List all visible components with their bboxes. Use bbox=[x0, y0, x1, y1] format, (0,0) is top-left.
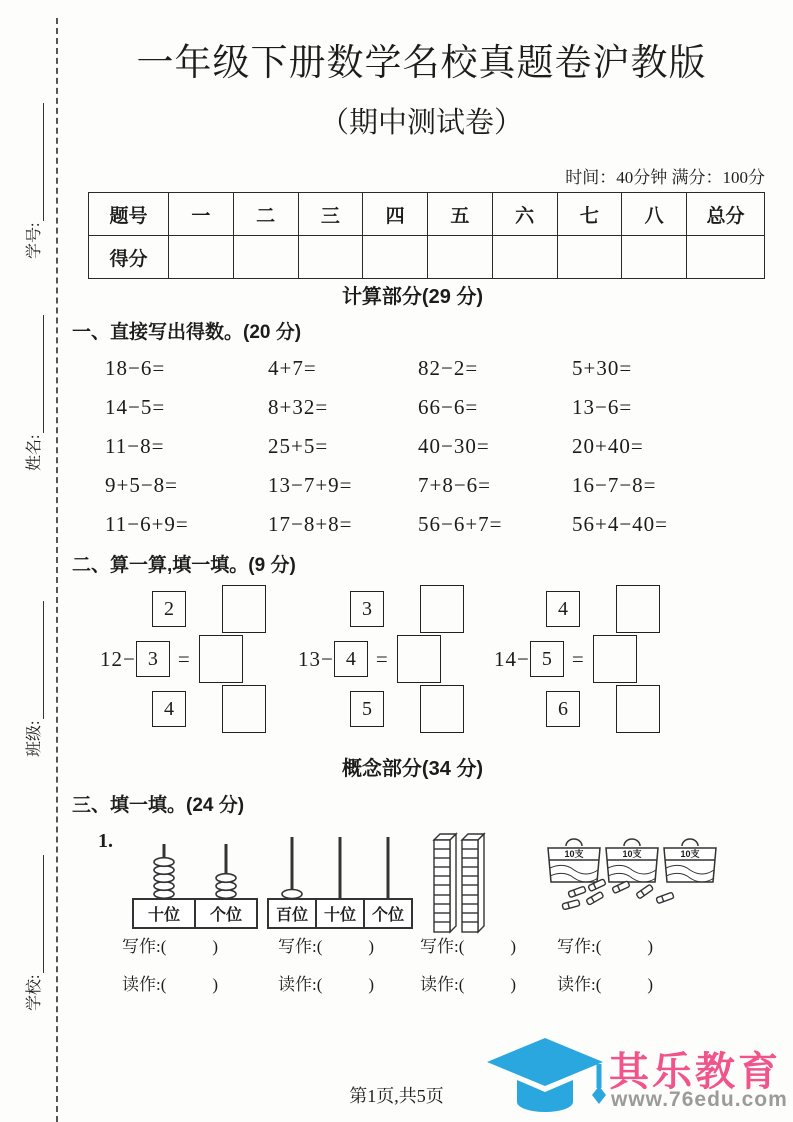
read-as-line bbox=[278, 970, 374, 995]
close-paren: ) bbox=[510, 975, 517, 994]
q2-minuend: 13− bbox=[298, 646, 334, 671]
q2-answer-box bbox=[222, 685, 266, 733]
q2-subtrahend-box: 6 bbox=[546, 691, 580, 727]
close-paren: ) bbox=[647, 937, 654, 956]
write-as-line bbox=[122, 932, 218, 957]
q2-answer-box bbox=[222, 585, 266, 633]
q2-equals: = bbox=[375, 646, 389, 671]
pencil-bags-figure bbox=[540, 838, 720, 925]
school-label: 学校: bbox=[26, 974, 43, 1011]
base-ten-rods-figure bbox=[428, 832, 488, 939]
score-cell-empty bbox=[492, 236, 557, 279]
question2-title: 二、算一算,填一填。(9 分) bbox=[72, 555, 296, 576]
q1-problem: 13−7+9= bbox=[268, 473, 353, 497]
student-name-label: 姓名: bbox=[26, 434, 43, 471]
close-paren: ) bbox=[212, 937, 219, 956]
score-cell-empty bbox=[363, 236, 428, 279]
q1-row bbox=[0, 434, 793, 464]
write-as-label: 写作:( bbox=[122, 937, 167, 956]
q2-answer-box bbox=[616, 585, 660, 633]
q2-equals: = bbox=[571, 646, 585, 671]
q2-group-12 bbox=[95, 584, 295, 740]
q1-problem: 56+4−40= bbox=[572, 512, 669, 536]
q2-subtrahend-box: 4 bbox=[546, 591, 580, 627]
close-paren: ) bbox=[368, 975, 375, 994]
q1-problem: 4+7= bbox=[268, 356, 317, 380]
q1-problem: 66−6= bbox=[418, 395, 479, 419]
abacus-tens-ones-figure bbox=[125, 838, 265, 937]
read-as-label: 读作:( bbox=[420, 975, 465, 994]
score-table bbox=[88, 192, 765, 279]
read-as-line bbox=[420, 970, 516, 995]
score-header-cell: 题号 bbox=[89, 193, 169, 236]
close-paren: ) bbox=[368, 937, 375, 956]
q2-subtrahend-box: 4 bbox=[152, 691, 186, 727]
write-as-line bbox=[557, 932, 653, 957]
school-blank bbox=[28, 855, 44, 973]
q2-top-row bbox=[152, 584, 266, 634]
q2-answer-box bbox=[420, 585, 464, 633]
q1-row bbox=[0, 512, 793, 542]
q1-row bbox=[0, 395, 793, 425]
q1-row bbox=[0, 356, 793, 386]
q1-problem: 17−8+8= bbox=[268, 512, 353, 536]
score-header-cell: 二 bbox=[233, 193, 298, 236]
q1-problem: 20+40= bbox=[572, 434, 644, 458]
q2-subtrahend-box: 3 bbox=[136, 641, 170, 677]
q2-answer-box bbox=[199, 635, 243, 683]
score-cell-empty bbox=[622, 236, 687, 279]
class-label: 班级: bbox=[26, 720, 43, 757]
q2-subtrahend-box: 2 bbox=[152, 591, 186, 627]
score-header-cell: 六 bbox=[492, 193, 557, 236]
q1-row bbox=[0, 473, 793, 503]
score-table-header-row bbox=[89, 193, 765, 236]
q2-group-14 bbox=[489, 584, 689, 740]
abacus-hundreds-figure bbox=[263, 833, 418, 937]
concept-part-header: 概念部分(34 分) bbox=[341, 758, 484, 780]
score-header-cell: 一 bbox=[169, 193, 234, 236]
q1-problem: 16−7−8= bbox=[572, 473, 657, 497]
class-field bbox=[18, 567, 44, 757]
student-id-label: 学号: bbox=[26, 222, 43, 259]
q2-subtrahend-box: 5 bbox=[530, 641, 564, 677]
q1-problem: 56−6+7= bbox=[418, 512, 503, 536]
q1-problem: 40−30= bbox=[418, 434, 490, 458]
q1-problem: 82−2= bbox=[418, 356, 479, 380]
q1-problem: 14−5= bbox=[105, 395, 166, 419]
cut-dashed-line bbox=[56, 18, 58, 1122]
q2-subtrahend-box: 3 bbox=[350, 591, 384, 627]
brand-url: www.76edu.com bbox=[611, 1088, 788, 1111]
loose-pencils bbox=[562, 879, 674, 910]
close-paren: ) bbox=[212, 975, 219, 994]
bag-count-label: 10支 bbox=[680, 849, 700, 859]
place-label-ones: 个位 bbox=[209, 907, 243, 924]
q2-answer-box bbox=[616, 685, 660, 733]
school-field bbox=[18, 821, 44, 1011]
q1-problem: 11−8= bbox=[105, 434, 165, 458]
score-cell-empty bbox=[233, 236, 298, 279]
q2-group-13 bbox=[293, 584, 493, 740]
q1-problem: 5+30= bbox=[572, 356, 633, 380]
q1-problem: 25+5= bbox=[268, 434, 329, 458]
q2-bottom-row bbox=[152, 684, 266, 734]
question3-title: 三、填一填。(24 分) bbox=[72, 795, 245, 816]
q2-subtrahend-box: 5 bbox=[350, 691, 384, 727]
q2-bottom-row bbox=[546, 684, 660, 734]
q2-minuend: 12− bbox=[100, 646, 136, 671]
write-as-line bbox=[420, 932, 516, 957]
time-score-meta: 时间：40分钟 满分：100分 bbox=[565, 168, 765, 187]
close-paren: ) bbox=[510, 937, 517, 956]
q2-answer-box bbox=[397, 635, 441, 683]
score-header-cell: 三 bbox=[298, 193, 363, 236]
bag-count-label: 10支 bbox=[622, 849, 642, 859]
read-as-label: 读作:( bbox=[278, 975, 323, 994]
place-label-tens: 十位 bbox=[323, 907, 357, 924]
q1-problem: 7+8−6= bbox=[418, 473, 492, 497]
q3-item-number: 1. bbox=[98, 830, 113, 852]
write-as-line bbox=[278, 932, 374, 957]
write-as-label: 写作:( bbox=[557, 937, 602, 956]
score-row-label: 得分 bbox=[89, 236, 169, 279]
place-label-hundreds: 百位 bbox=[275, 907, 309, 924]
calc-part-header: 计算部分(29 分) bbox=[341, 286, 484, 308]
score-table-score-row bbox=[89, 236, 765, 279]
q2-equation-row bbox=[298, 634, 441, 684]
q2-subtrahend-box: 4 bbox=[334, 641, 368, 677]
q2-answer-box bbox=[593, 635, 637, 683]
page-number: 第1页,共5页 bbox=[349, 1086, 444, 1106]
class-blank bbox=[28, 601, 44, 719]
brand-name: 其乐教育 bbox=[609, 1050, 781, 1094]
q1-problem: 18−6= bbox=[105, 356, 166, 380]
write-as-label: 写作:( bbox=[420, 937, 465, 956]
q2-equation-row bbox=[100, 634, 243, 684]
graduation-cap-icon bbox=[487, 1036, 607, 1122]
q1-problem: 9+5−8= bbox=[105, 473, 179, 497]
place-label-tens: 十位 bbox=[147, 907, 181, 924]
score-header-cell: 七 bbox=[557, 193, 622, 236]
q2-top-row bbox=[546, 584, 660, 634]
score-header-cell: 四 bbox=[363, 193, 428, 236]
read-as-label: 读作:( bbox=[557, 975, 602, 994]
read-as-line bbox=[122, 970, 218, 995]
score-cell-empty bbox=[687, 236, 765, 279]
q2-equals: = bbox=[177, 646, 191, 671]
brand-logo bbox=[487, 1036, 787, 1122]
score-header-cell: 八 bbox=[622, 193, 687, 236]
q2-equation-row bbox=[494, 634, 637, 684]
page-title: 一年级下册数学名校真题卷沪教版 bbox=[136, 43, 707, 84]
read-as-line bbox=[557, 970, 653, 995]
q1-problem: 8+32= bbox=[268, 395, 329, 419]
close-paren: ) bbox=[647, 975, 654, 994]
score-cell-empty bbox=[169, 236, 234, 279]
read-as-label: 读作:( bbox=[122, 975, 167, 994]
score-header-cell: 总分 bbox=[687, 193, 765, 236]
student-id-blank bbox=[28, 103, 44, 221]
bag-count-label: 10支 bbox=[564, 849, 584, 859]
score-cell-empty bbox=[428, 236, 493, 279]
q2-bottom-row bbox=[350, 684, 464, 734]
score-cell-empty bbox=[557, 236, 622, 279]
q1-problem: 11−6+9= bbox=[105, 512, 189, 536]
write-as-label: 写作:( bbox=[278, 937, 323, 956]
q2-answer-box bbox=[420, 685, 464, 733]
q2-minuend: 14− bbox=[494, 646, 530, 671]
page-subtitle: （期中测试卷） bbox=[319, 107, 523, 139]
q2-top-row bbox=[350, 584, 464, 634]
student-id-field bbox=[18, 69, 44, 259]
place-label-ones: 个位 bbox=[371, 907, 405, 924]
q1-problem: 13−6= bbox=[572, 395, 633, 419]
score-header-cell: 五 bbox=[428, 193, 493, 236]
score-cell-empty bbox=[298, 236, 363, 279]
question1-title: 一、直接写出得数。(20 分) bbox=[72, 322, 302, 343]
